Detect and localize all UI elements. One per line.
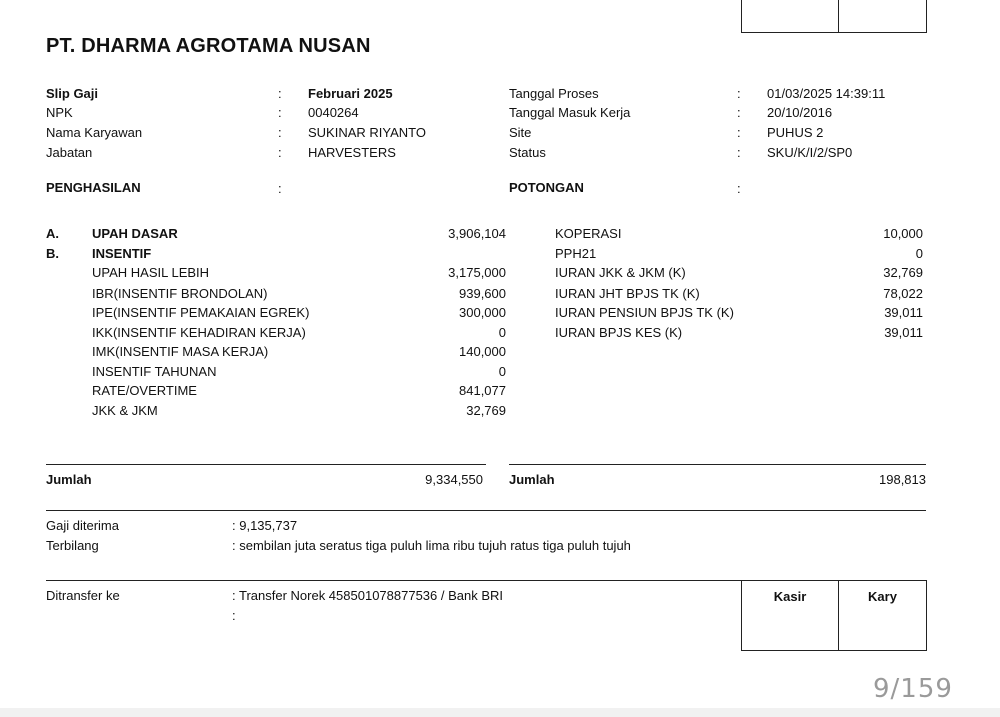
header-colon: : bbox=[278, 145, 282, 160]
viewer-bottom-bar bbox=[0, 708, 1000, 717]
site-label: Site bbox=[509, 125, 532, 140]
top-box-right-border bbox=[926, 0, 927, 32]
income-item-value: 3,175,000 bbox=[448, 265, 506, 280]
ditransfer-label: Ditransfer ke bbox=[46, 588, 120, 603]
income-item-value: 300,000 bbox=[459, 305, 506, 320]
tanggal-masuk-value: 20/10/2016 bbox=[767, 105, 833, 120]
terbilang-value: : sembilan juta seratus tiga puluh lima ribu tujuh ratus tiga puluh tujuh bbox=[232, 538, 631, 553]
header-colon: : bbox=[737, 125, 741, 140]
deduction-item-value: 0 bbox=[915, 246, 923, 261]
penghasilan-heading: PENGHASILAN bbox=[46, 180, 141, 195]
signature-box-kasir bbox=[741, 580, 839, 651]
top-box-left-border bbox=[741, 0, 742, 32]
income-item-label: RATE/OVERTIME bbox=[92, 383, 197, 398]
marker-a: A. bbox=[46, 226, 59, 241]
header-colon: : bbox=[278, 125, 282, 140]
status-value: SKU/K/I/2/SP0 bbox=[767, 145, 853, 160]
top-box-mid-border bbox=[838, 0, 839, 32]
gaji-diterima-value: : 9,135,737 bbox=[232, 518, 298, 533]
income-item-label: JKK & JKM bbox=[92, 403, 158, 418]
income-item-label: UPAH HASIL LEBIH bbox=[92, 265, 210, 280]
deduction-total-value: 198,813 bbox=[879, 472, 926, 487]
deduction-item-value: 39,011 bbox=[884, 325, 923, 340]
company-title: PT. DHARMA AGROTAMA NUSAN bbox=[46, 35, 371, 57]
income-item-value: 140,000 bbox=[459, 344, 506, 359]
slip-gaji-value: Februari 2025 bbox=[308, 86, 393, 101]
deduction-item-value: 10,000 bbox=[883, 226, 923, 241]
deduction-total-rule bbox=[509, 464, 926, 465]
income-item-label: INSENTIF TAHUNAN bbox=[92, 364, 217, 379]
deduction-item-value: 39,011 bbox=[884, 305, 923, 320]
signature-box-kary bbox=[838, 580, 927, 651]
nama-karyawan-value: SUKINAR RIYANTO bbox=[308, 125, 426, 140]
header-colon: : bbox=[278, 105, 282, 120]
header-colon: : bbox=[737, 86, 741, 101]
jabatan-value: HARVESTERS bbox=[308, 145, 396, 160]
deduction-item-label: IURAN JHT BPJS TK (K) bbox=[555, 286, 700, 301]
tanggal-masuk-label: Tanggal Masuk Kerja bbox=[509, 105, 631, 120]
deduction-item-label: PPH21 bbox=[555, 246, 597, 261]
insentif-label: INSENTIF bbox=[92, 246, 152, 261]
kary-label: Kary bbox=[868, 589, 897, 604]
deduction-item-value: 78,022 bbox=[883, 286, 923, 301]
site-value: PUHUS 2 bbox=[767, 125, 824, 140]
ditransfer-value: : Transfer Norek 458501078877536 / Bank BRI bbox=[232, 588, 504, 603]
upah-dasar-value: 3,906,104 bbox=[448, 226, 506, 241]
tanggal-proses-value: 01/03/2025 14:39:11 bbox=[767, 86, 886, 101]
potongan-heading: POTONGAN bbox=[509, 180, 584, 195]
terbilang-label: Terbilang bbox=[46, 538, 99, 553]
transfer-rule bbox=[46, 580, 742, 581]
npk-label: NPK bbox=[46, 105, 73, 120]
jabatan-label: Jabatan bbox=[46, 145, 93, 160]
deduction-item-label: IURAN PENSIUN BPJS TK (K) bbox=[555, 305, 734, 320]
nama-karyawan-label: Nama Karyawan bbox=[46, 125, 143, 140]
top-box-bottom-border bbox=[741, 32, 927, 33]
ditransfer-second-colon: : bbox=[232, 608, 236, 623]
income-total-rule bbox=[46, 464, 486, 465]
income-item-value: 32,769 bbox=[466, 403, 506, 418]
income-total-label: Jumlah bbox=[46, 472, 92, 487]
deduction-item-value: 32,769 bbox=[883, 265, 923, 280]
upah-dasar-label: UPAH DASAR bbox=[92, 226, 178, 241]
page-indicator: 9/159 bbox=[873, 674, 953, 704]
tanggal-proses-label: Tanggal Proses bbox=[509, 86, 599, 101]
income-item-value: 841,077 bbox=[459, 383, 506, 398]
income-item-value: 0 bbox=[498, 364, 506, 379]
kasir-label: Kasir bbox=[773, 589, 807, 604]
deduction-item-label: KOPERASI bbox=[555, 226, 622, 241]
marker-b: B. bbox=[46, 246, 59, 261]
slip-gaji-label: Slip Gaji bbox=[46, 86, 99, 101]
header-colon: : bbox=[737, 105, 741, 120]
header-colon: : bbox=[737, 145, 741, 160]
income-item-label: IMK(INSENTIF MASA KERJA) bbox=[92, 344, 269, 359]
gaji-diterima-label: Gaji diterima bbox=[46, 518, 119, 533]
net-pay-rule bbox=[46, 510, 926, 511]
npk-value: 0040264 bbox=[308, 105, 359, 120]
status-label: Status bbox=[509, 145, 546, 160]
income-total-value: 9,334,550 bbox=[425, 472, 483, 487]
potongan-colon: : bbox=[737, 181, 741, 196]
income-item-label: IPE(INSENTIF PEMAKAIAN EGREK) bbox=[92, 305, 310, 320]
income-item-value: 939,600 bbox=[459, 286, 506, 301]
deduction-item-label: IURAN BPJS KES (K) bbox=[555, 325, 683, 340]
deduction-total-label: Jumlah bbox=[509, 472, 555, 487]
income-item-label: IKK(INSENTIF KEHADIRAN KERJA) bbox=[92, 325, 306, 340]
header-colon: : bbox=[278, 86, 282, 101]
penghasilan-colon: : bbox=[278, 181, 282, 196]
income-item-label: IBR(INSENTIF BRONDOLAN) bbox=[92, 286, 268, 301]
deduction-item-label: IURAN JKK & JKM (K) bbox=[555, 265, 686, 280]
income-item-value: 0 bbox=[498, 325, 506, 340]
